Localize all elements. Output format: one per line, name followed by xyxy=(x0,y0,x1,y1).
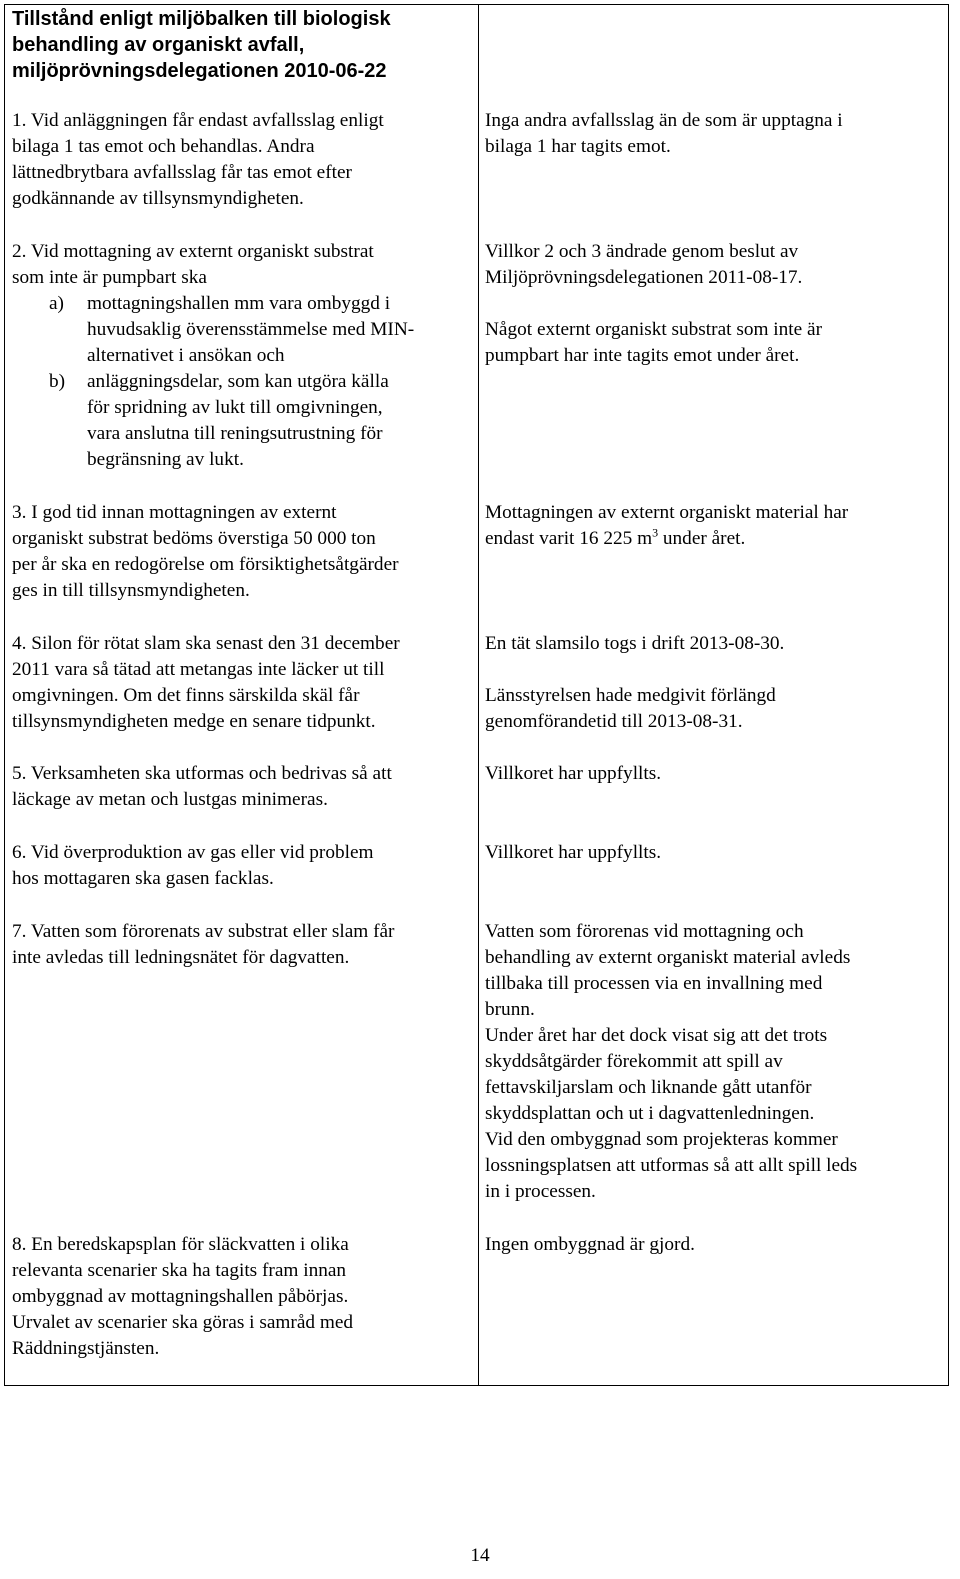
comment-line: behandling av externt organiskt material avleds xyxy=(485,947,851,968)
comment-line: skyddsåtgärder förekommit att spill av xyxy=(485,1051,783,1072)
comment-line: skyddsplattan och ut i dagvattenledningen. xyxy=(485,1103,815,1124)
comment-line: Vatten som förorenas vid mottagning och xyxy=(485,921,804,942)
comment-7 xyxy=(485,919,857,1205)
comment-line: Inga andra avfallsslag än de som är upptagna i xyxy=(485,110,843,131)
comment-paragraph xyxy=(485,291,822,369)
heading-line: Tillstånd enligt miljöbalken till biologisk xyxy=(12,8,391,30)
comment-6 xyxy=(485,840,661,866)
comment-5 xyxy=(485,761,661,787)
condition-line: 5. Verksamheten ska utformas och bedrivas så att xyxy=(12,763,392,784)
comment-line: fettavskiljarslam och liknande gått utanför xyxy=(485,1077,812,1098)
item-line: för spridning av lukt till omgivningen, xyxy=(87,397,383,418)
condition-line: per år ska en redogörelse om försiktighetsåtgärder xyxy=(12,554,399,575)
condition-line: 4. Silon för rötat slam ska senast den 31 december xyxy=(12,633,400,654)
item-line: vara anslutna till reningsutrustning för xyxy=(87,423,383,444)
condition-line: Urvalet av scenarier ska göras i samråd med xyxy=(12,1312,354,1333)
condition-line: relevanta scenarier ska ha tagits fram innan xyxy=(12,1260,347,1281)
comment-line: bilaga 1 har tagits emot. xyxy=(485,136,671,157)
comment-8 xyxy=(485,1232,695,1258)
item-marker: b) xyxy=(49,371,66,392)
comment-line: Under året har det dock visat sig att det trots xyxy=(485,1025,828,1046)
condition-line: lättnedbrytbara avfallsslag får tas emot efter xyxy=(12,162,352,183)
comment-3 xyxy=(485,500,848,552)
condition-7 xyxy=(12,919,394,971)
condition-line: 8. En beredskapsplan för släckvatten i olika xyxy=(12,1234,349,1255)
condition-line: 6. Vid överproduktion av gas eller vid problem xyxy=(12,842,374,863)
comment-line: Mottagningen av externt organiskt material har xyxy=(485,502,849,523)
item-marker: a) xyxy=(49,293,64,314)
condition-8 xyxy=(12,1232,353,1362)
condition-2 xyxy=(12,239,414,473)
comment-2 xyxy=(485,239,822,369)
condition-line: 2. Vid mottagning av externt organiskt substrat xyxy=(12,241,374,262)
condition-line: 7. Vatten som förorenats av substrat eller slam får xyxy=(12,921,395,942)
item-line: mottagningshallen mm vara ombyggd i xyxy=(87,293,391,314)
condition-6 xyxy=(12,840,374,892)
comment-text: under året. xyxy=(658,528,746,549)
comment-line: tillbaka till processen via en invallning med xyxy=(485,973,823,994)
condition-line: omgivningen. Om det finns särskilda skäl får xyxy=(12,685,360,706)
comment-line: pumpbart har inte tagits emot under året. xyxy=(485,345,800,366)
comment-line: Villkor 2 och 3 ändrade genom beslut av xyxy=(485,241,799,262)
condition-5 xyxy=(12,761,392,813)
heading-line: behandling av organiskt avfall, xyxy=(12,34,305,56)
condition-line: 1. Vid anläggningen får endast avfallsslag enligt xyxy=(12,110,384,131)
item-line: begränsning av lukt. xyxy=(87,449,244,470)
condition-line: 2011 vara så tätad att metangas inte läcker ut till xyxy=(12,659,385,680)
condition-3 xyxy=(12,500,399,604)
item-line: anläggningsdelar, som kan utgöra källa xyxy=(87,371,389,392)
item-line: huvudsaklig överensstämmelse med MIN- xyxy=(87,319,415,340)
comment-line: Villkoret har uppfyllts. xyxy=(485,763,662,784)
condition-line: organiskt substrat bedöms överstiga 50 000 ton xyxy=(12,528,376,549)
condition-line: läckage av metan och lustgas minimeras. xyxy=(12,789,328,810)
condition-line: 3. I god tid innan mottagningen av externt xyxy=(12,502,337,523)
condition-line: hos mottagaren ska gasen facklas. xyxy=(12,868,274,889)
comment-line: Villkoret har uppfyllts. xyxy=(485,842,662,863)
heading-line: miljöprövningsdelegationen 2010-06-22 xyxy=(12,60,387,82)
column-divider xyxy=(478,5,479,1385)
comment-line xyxy=(485,526,848,552)
comment-4 xyxy=(485,631,784,735)
condition-line: bilaga 1 tas emot och behandlas. Andra xyxy=(12,136,315,157)
comment-line: genomförandetid till 2013-08-31. xyxy=(485,711,743,732)
comment-line: Miljöprövningsdelegationen 2011-08-17. xyxy=(485,267,803,288)
condition-1 xyxy=(12,108,384,212)
comment-line: Vid den ombyggnad som projekteras kommer xyxy=(485,1129,838,1150)
comment-line: lossningsplatsen att utformas så att allt spill leds xyxy=(485,1155,858,1176)
condition-2-item-a xyxy=(12,291,414,369)
comment-line: brunn. xyxy=(485,999,535,1020)
comment-line: Något externt organiskt substrat som inte är xyxy=(485,319,822,340)
comment-line: En tät slamsilo togs i drift 2013-08-30. xyxy=(485,633,785,654)
item-line: alternativet i ansökan och xyxy=(87,345,285,366)
condition-4 xyxy=(12,631,400,735)
comment-line: Ingen ombyggnad är gjord. xyxy=(485,1234,695,1255)
permit-heading xyxy=(12,6,391,84)
condition-line: Räddningstjänsten. xyxy=(12,1338,160,1359)
condition-2-item-b xyxy=(12,369,414,473)
condition-line: ombyggnad av mottagningshallen påbörjas. xyxy=(12,1286,349,1307)
comment-paragraph xyxy=(485,657,784,735)
condition-line: inte avledas till ledningsnätet för dagvatten. xyxy=(12,947,350,968)
condition-line: tillsynsmyndigheten medge en senare tidpunkt. xyxy=(12,711,376,732)
condition-line: som inte är pumpbart ska xyxy=(12,267,207,288)
comment-1 xyxy=(485,108,843,160)
comment-line: in i processen. xyxy=(485,1181,596,1202)
superscript: 3 xyxy=(652,525,659,540)
comment-line: Länsstyrelsen hade medgivit förlängd xyxy=(485,685,776,706)
condition-line: godkännande av tillsynsmyndigheten. xyxy=(12,188,304,209)
condition-line: ges in till tillsynsmyndigheten. xyxy=(12,580,250,601)
comment-text: endast varit 16 225 m xyxy=(485,528,653,549)
page-number: 14 xyxy=(470,1545,490,1566)
